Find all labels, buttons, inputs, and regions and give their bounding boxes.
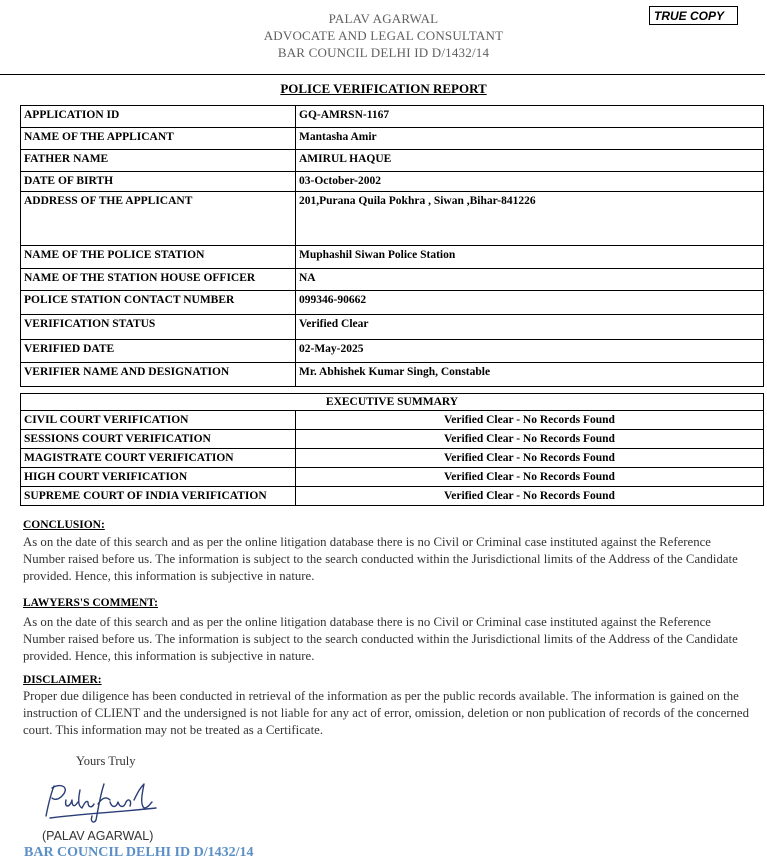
row-label: VERIFICATION STATUS (21, 315, 296, 340)
row-value: 201,Purana Quila Pokhra , Siwan ,Bihar-841226 (296, 192, 764, 246)
court-label: CIVIL COURT VERIFICATION (21, 411, 296, 430)
row-value: GQ-AMRSN-1167 (296, 106, 764, 128)
advocate-title: ADVOCATE AND LEGAL CONSULTANT (263, 28, 504, 43)
row-label: NAME OF THE POLICE STATION (21, 246, 296, 269)
table-row (21, 411, 764, 430)
court-status: Verified Clear - No Records Found (296, 468, 764, 487)
row-label: FATHER NAME (21, 150, 296, 172)
row-value: 02-May-2025 (296, 340, 764, 363)
row-value: NA (296, 269, 764, 291)
row-value: AMIRUL HAQUE (296, 150, 764, 172)
true-copy-stamp: TRUE COPY (649, 6, 738, 25)
advocate-name: PALAV AGARWAL (328, 11, 439, 26)
row-value: Muphashil Siwan Police Station (296, 246, 764, 269)
executive-summary-heading: EXECUTIVE SUMMARY (21, 394, 764, 411)
table-row (21, 128, 764, 150)
court-status: Verified Clear - No Records Found (296, 487, 764, 506)
table-row (21, 106, 764, 128)
details-table (20, 105, 764, 387)
table-row (21, 449, 764, 468)
row-label: VERIFIED DATE (21, 340, 296, 363)
row-label: NAME OF THE STATION HOUSE OFFICER (21, 269, 296, 291)
row-label: APPLICATION ID (21, 106, 296, 128)
court-status: Verified Clear - No Records Found (296, 449, 764, 468)
bar-council-id: BAR COUNCIL DELHI ID D/1432/14 (277, 45, 490, 60)
row-label: POLICE STATION CONTACT NUMBER (21, 291, 296, 315)
court-label: SESSIONS COURT VERIFICATION (21, 430, 296, 449)
table-row (21, 172, 764, 192)
handwritten-signature-icon (40, 778, 160, 826)
signatory-bar-id: BAR COUNCIL DELHI ID D/1432/14 (24, 845, 254, 860)
table-row (21, 192, 764, 246)
table-row (21, 150, 764, 172)
disclaimer-heading: DISCLAIMER: (23, 674, 102, 686)
table-row (21, 315, 764, 340)
row-value: 099346-90662 (296, 291, 764, 315)
court-label: SUPREME COURT OF INDIA VERIFICATION (21, 487, 296, 506)
row-label: DATE OF BIRTH (21, 172, 296, 192)
table-row (21, 487, 764, 506)
table-row (21, 430, 764, 449)
row-label: NAME OF THE APPLICANT (21, 128, 296, 150)
signatory-name: (PALAV AGARWAL) (42, 829, 154, 843)
lawyers-comment-text: As on the date of this search and as per the online litigation database there is no Civil or Criminal case instituted against the Reference Number raised before us. The information is subject to the search conducted within the Jurisdictional limits of the Address of the Candidate provided. Hence, this information is subjective in nature. (23, 615, 738, 663)
table-row (21, 340, 764, 363)
header-divider (0, 74, 765, 76)
conclusion-heading: CONCLUSION: (23, 519, 105, 531)
row-value: Verified Clear (296, 315, 764, 340)
table-row (21, 246, 764, 269)
lawyers-comment-heading: LAWYERS'S COMMENT: (23, 597, 158, 609)
disclaimer-text: Proper due diligence has been conducted in retrieval of the information as per the public records available. The information is gained on the instruction of CLIENT and the undersigned is not liable for any act of error, omission, deletion or non publication of records of the concerned court. This information may not be treated as a Certificate. (23, 689, 749, 737)
row-label: VERIFIER NAME AND DESIGNATION (21, 363, 296, 387)
report-title: POLICE VERIFICATION REPORT (280, 81, 487, 96)
row-value: Mr. Abhishek Kumar Singh, Constable (296, 363, 764, 387)
closing-salutation: Yours Truly (76, 754, 136, 768)
court-status: Verified Clear - No Records Found (296, 430, 764, 449)
row-label: ADDRESS OF THE APPLICANT (21, 192, 296, 246)
table-row (21, 363, 764, 387)
court-label: MAGISTRATE COURT VERIFICATION (21, 449, 296, 468)
table-row (21, 291, 764, 315)
table-row (21, 269, 764, 291)
executive-summary-table (20, 393, 764, 506)
row-value: 03-October-2002 (296, 172, 764, 192)
conclusion-text: As on the date of this search and as per the online litigation database there is no Civil or Criminal case instituted against the Reference Number raised before us. The information is subject to the search conducted within the Jurisdictional limits of the Address of the Candidate provided. Hence, this information is subjective in nature. (23, 535, 738, 583)
court-label: HIGH COURT VERIFICATION (21, 468, 296, 487)
court-status: Verified Clear - No Records Found (296, 411, 764, 430)
table-row (21, 468, 764, 487)
row-value: Mantasha Amir (296, 128, 764, 150)
